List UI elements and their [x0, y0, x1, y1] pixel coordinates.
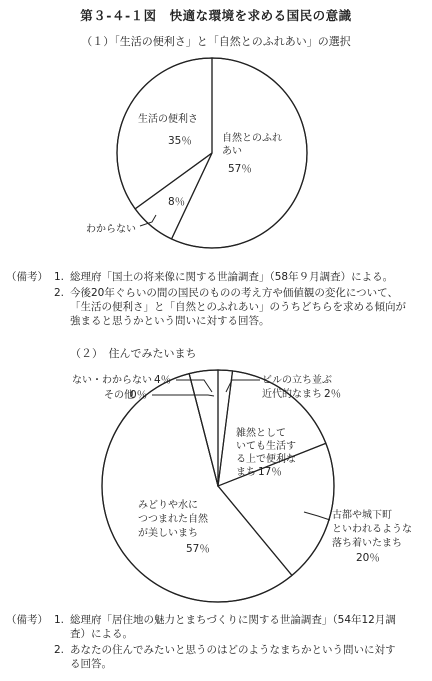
pie-chart-1	[117, 58, 307, 248]
chart2-label-historic-1: 古都や城下町	[332, 510, 392, 521]
notes-1-item-2-line-1: 今後20年ぐらいの間の国民のものの考え方や価値観の変化について、	[70, 287, 398, 299]
chart1-label-nature-1: 自然とのふれ	[222, 133, 282, 144]
chart1-value-unknown: 8％	[168, 196, 186, 208]
chart2-label-modern-1: ビルの立ち並ぶ	[262, 375, 332, 386]
notes-1-item-2-line-2: 「生活の便利さ」と「自然とのふれあい」のうちどちらを求める傾向が	[70, 301, 406, 313]
chart2-label-convenient-1: 雑然として	[236, 428, 286, 439]
notes-1-item-1-num: 1.	[54, 271, 65, 283]
chart2-value-historic: 20％	[356, 552, 380, 564]
chart2-value-modern: 2％	[324, 388, 342, 400]
chart2-value-convenient: 17％	[258, 466, 282, 478]
chart2-subtitle: （２） 住んでみたいまち	[70, 347, 197, 360]
chart2-value-none-unknown: 4％	[154, 374, 172, 386]
chart2-label-convenient-2: いても生活す	[236, 441, 296, 452]
notes-1-item-1-line-1: 総理府「国土の将来像に関する世論調査」（58年９月調査）による。	[70, 271, 394, 283]
pie-chart-2	[102, 370, 334, 602]
chart1-value-convenience: 35％	[168, 135, 192, 147]
chart1-label-nature-2: あい	[222, 146, 242, 157]
notes-2-item-1-line-2: 査）による。	[70, 628, 133, 640]
notes-1-tag: （備考）	[6, 271, 48, 283]
chart2-label-other: その他	[104, 390, 134, 401]
notes-2-tag: （備考）	[6, 614, 48, 626]
chart2-label-historic-3: 落ち着いたまち	[332, 538, 402, 549]
notes-2-item-1-line-1: 総理府「居住地の魅力とまちづくりに関する世論調査」（54年12月調	[70, 614, 396, 626]
chart2-label-modern-2: 近代的なまち	[262, 389, 322, 400]
chart2-label-green-2: つつまれた自然	[138, 514, 208, 525]
chart2-label-convenient-3: る上で便利な	[236, 454, 296, 465]
chart2-value-other: 0％	[130, 389, 148, 401]
figure-title: 第３-４-１図 快適な環境を求める国民の意識	[80, 8, 352, 23]
notes-1	[6, 270, 426, 330]
notes-1-item-2-line-3: 強まると思うかという問いに対する回答。	[70, 315, 270, 327]
notes-2	[6, 613, 426, 675]
chart2-label-none-unknown: ない・わからない	[72, 375, 152, 386]
chart2-label-green-3: が美しいまち	[138, 528, 198, 539]
chart2-value-green: 57％	[186, 543, 210, 555]
notes-2-item-2-num: 2.	[54, 644, 65, 656]
chart2-label-convenient-4: まち	[236, 467, 256, 478]
chart2-label-green-1: みどりや水に	[138, 500, 198, 511]
notes-2-item-1-num: 1.	[54, 614, 65, 626]
chart1-label-unknown: わからない	[86, 224, 136, 235]
chart1-subtitle: （１）「生活の便利さ」と「自然とのふれあい」の選択	[81, 35, 351, 48]
chart1-value-nature: 57％	[228, 163, 252, 175]
notes-2-item-2-line-1: あなたの住んでみたいと思うのはどのようなまちかという問いに対す	[70, 644, 396, 656]
notes-2-item-2-line-2: る回答。	[70, 658, 112, 670]
notes-1-item-2-num: 2.	[54, 287, 65, 299]
chart1-label-convenience: 生活の便利さ	[138, 114, 198, 125]
chart2-label-historic-2: といわれるような	[332, 524, 412, 535]
